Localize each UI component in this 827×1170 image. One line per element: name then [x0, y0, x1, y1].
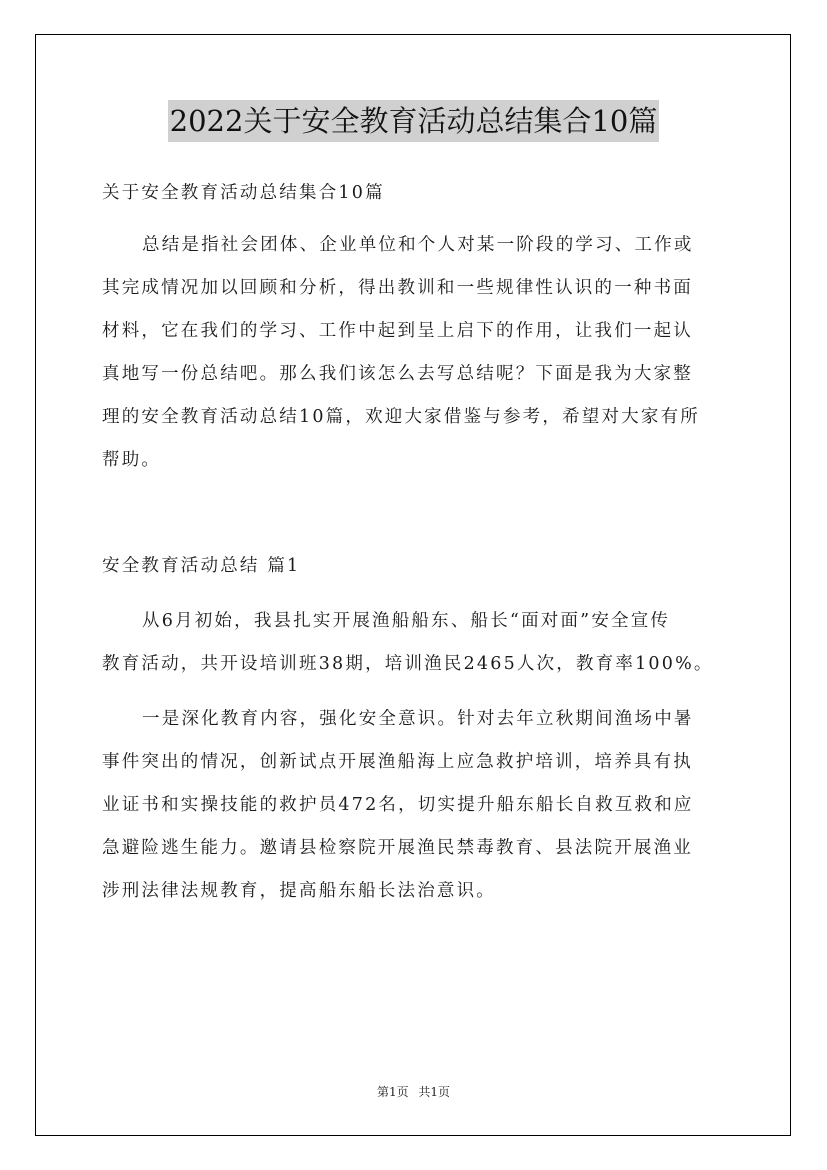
section-heading: 安全教育活动总结 篇1 [102, 556, 301, 576]
paragraph-line: 一是深化教育内容，强化安全意识。针对去年立秋期间渔场中暑 [142, 709, 694, 729]
paragraph-line: 教育活动，共开设培训班38期，培训渔民2465人次，教育率100%。 [102, 654, 714, 674]
title-container [0, 100, 827, 142]
intro-paragraph [102, 224, 732, 482]
document-body [102, 172, 732, 913]
spacer [102, 588, 732, 600]
document-subtitle: 关于安全教育活动总结集合10篇 [102, 183, 385, 203]
page-number: 第1页 [376, 1085, 409, 1099]
paragraph-2 [102, 698, 732, 913]
intro-line: 真地写一份总结吧。那么我们该怎么去写总结呢？下面是我为大家整 [102, 364, 693, 384]
intro-line: 理的安全教育活动总结10篇，欢迎大家借鉴与参考，希望对大家有所 [102, 407, 700, 427]
document-title: 2022关于安全教育活动总结集合10篇 [168, 100, 660, 142]
spacer [102, 686, 732, 698]
page-footer [0, 1083, 827, 1100]
intro-line: 帮助。 [102, 450, 162, 470]
spacer [102, 482, 732, 545]
page-total: 共1页 [418, 1085, 451, 1099]
intro-line: 其完成情况加以回顾和分析，得出教训和一些规律性认识的一种书面 [102, 278, 693, 298]
paragraph-line: 从6月初始，我县扎实开展渔船船东、船长“面对面”安全宣传 [142, 611, 671, 631]
paragraph-line: 事件突出的情况，创新试点开展渔船海上应急救护培训，培养具有执 [102, 752, 693, 772]
paragraph-1 [102, 600, 732, 686]
paragraph-line: 业证书和实操技能的救护员472名，切实提升船东船长自救互救和应 [102, 795, 694, 815]
paragraph-line: 急避险逃生能力。邀请县检察院开展渔民禁毒教育、县法院开展渔业 [102, 838, 693, 858]
intro-line: 材料，它在我们的学习、工作中起到呈上启下的作用，让我们一起认 [102, 321, 693, 341]
paragraph-line: 涉刑法律法规教育，提高船东船长法治意识。 [102, 881, 496, 901]
intro-line: 总结是指社会团体、企业单位和个人对某一阶段的学习、工作或 [142, 235, 694, 255]
